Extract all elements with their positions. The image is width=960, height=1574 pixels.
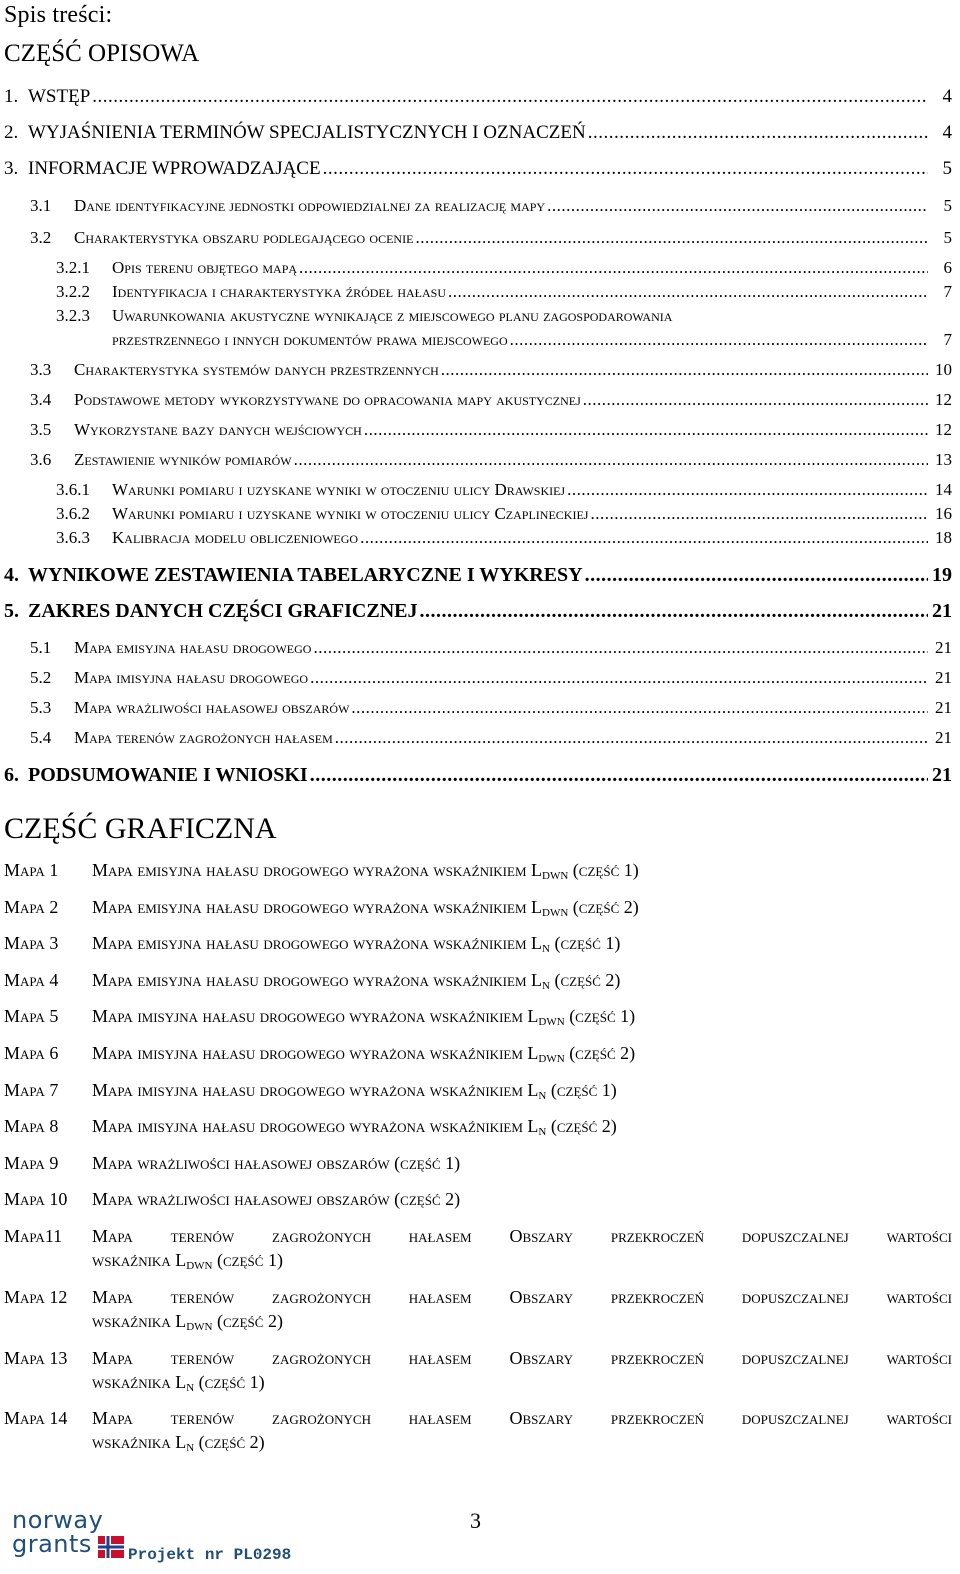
toc-title: Warunki pomiaru i uzyskane wyniki w otoczeniu ulicy Czaplineckiej — [112, 504, 589, 523]
toc-number: 5. — [4, 600, 19, 622]
toc-entry[interactable] — [0, 86, 960, 110]
toc-number: 3.3 — [30, 360, 52, 379]
toc-leader — [588, 122, 928, 144]
toc-number: 5.1 — [30, 638, 52, 657]
toc-page: 12 — [935, 390, 952, 409]
toc-number: 3. — [4, 158, 19, 179]
toc-page: 21 — [932, 600, 952, 622]
toc-leader — [310, 764, 928, 787]
map-label: Mapa 1 — [4, 860, 59, 880]
map-description-line2: wskaźnika $L_N$ (część 1) — [92, 1372, 265, 1394]
toc-heading: Spis treści: — [4, 2, 113, 28]
map-description: Mapa imisyjna hałasu drogowego wyrażona wskaźnikiem $L_{DWN}$ (część 1) — [92, 1006, 636, 1028]
map-description: Mapa emisyjna hałasu drogowego wyrażona wskaźnikiem $L_{DWN}$ (część 2) — [92, 897, 639, 919]
toc-leader — [310, 668, 928, 688]
toc-title: Wykorzystane bazy danych wejściowych — [74, 420, 362, 439]
map-label: Mapa 8 — [4, 1116, 59, 1136]
toc-leader — [448, 282, 928, 302]
toc-title: Mapa wrażliwości hałasowej obszarów — [74, 698, 350, 717]
map-description: Mapa emisyjna hałasu drogowego wyrażona wskaźnikiem $L_N$ (część 2) — [92, 970, 621, 992]
map-label: Mapa11 — [4, 1226, 63, 1246]
toc-number: 3.2.1 — [56, 258, 90, 277]
toc-number: 3.6 — [30, 450, 52, 469]
toc-leader — [547, 196, 928, 216]
toc-leader — [351, 698, 928, 718]
map-description: Mapa terenów zagrożonych hałasem Obszary przekroczeń dopuszczalnej wartości — [92, 1348, 952, 1368]
toc-page: 21 — [935, 668, 952, 687]
map-label: Mapa 6 — [4, 1043, 59, 1063]
toc-number: 5.3 — [30, 698, 52, 717]
map-description: Mapa wrażliwości hałasowej obszarów (część 2) — [92, 1189, 461, 1209]
toc-title: PODSUMOWANIE I WNIOSKI — [28, 764, 308, 786]
toc-page: 5 — [943, 196, 952, 215]
toc-entry[interactable] — [0, 122, 960, 146]
toc-title: WSTĘP — [28, 86, 91, 107]
toc-title: Mapa imisyjna hałasu drogowego — [74, 668, 309, 687]
toc-number: 3.6.1 — [56, 480, 90, 499]
toc-entry[interactable] — [0, 638, 960, 662]
toc-page: 10 — [935, 360, 952, 379]
toc-title: Kalibracja modelu obliczeniowego — [112, 528, 359, 547]
toc-entry[interactable] — [0, 196, 960, 220]
norway-flag-icon — [98, 1536, 124, 1558]
map-label: Mapa 3 — [4, 933, 59, 953]
toc-entry[interactable] — [0, 360, 960, 384]
toc-title: przestrzennego i innych dokumentów prawa miejscowego — [112, 330, 508, 349]
map-description-line2: wskaźnika $L_{DWN}$ (część 2) — [92, 1311, 283, 1333]
toc-page: 21 — [935, 698, 952, 717]
toc-page: 12 — [935, 420, 952, 439]
toc-leader — [360, 528, 928, 548]
toc-title: WYJAŚNIENIA TERMINÓW SPECJALISTYCZNYCH I OZNACZEŃ — [28, 122, 586, 143]
map-label: Mapa 5 — [4, 1006, 59, 1026]
toc-leader — [567, 480, 928, 500]
map-label: Mapa 9 — [4, 1153, 59, 1173]
toc-leader — [415, 228, 928, 248]
logo-word-grants: grants — [12, 1530, 92, 1558]
toc-entry[interactable] — [0, 258, 960, 282]
toc-title: Warunki pomiaru i uzyskane wyniki w otoczeniu ulicy Drawskiej — [112, 480, 566, 499]
toc-leader — [92, 86, 928, 108]
map-description-line2: wskaźnika $L_N$ (część 2) — [92, 1432, 265, 1454]
map-label: Mapa 2 — [4, 897, 59, 917]
toc-number: 2. — [4, 122, 19, 143]
toc-entry[interactable] — [0, 564, 960, 588]
toc-page: 13 — [935, 450, 952, 469]
toc-leader — [364, 420, 928, 440]
map-description: Mapa emisyjna hałasu drogowego wyrażona wskaźnikiem $L_{DWN}$ (część 1) — [92, 860, 639, 882]
map-label: Mapa 7 — [4, 1080, 59, 1100]
toc-entry[interactable] — [0, 420, 960, 444]
project-number: Projekt nr PL0298 — [128, 1546, 292, 1564]
descriptive-part-heading: CZĘŚĆ OPISOWA — [4, 40, 200, 67]
norway-grants-logo — [8, 1508, 308, 1568]
toc-page: 21 — [932, 764, 952, 786]
toc-title: Identyfikacja i charakterystyka źródeł hałasu — [112, 282, 446, 301]
toc-page: 21 — [935, 638, 952, 657]
map-description: Mapa emisyjna hałasu drogowego wyrażona wskaźnikiem $L_N$ (część 1) — [92, 933, 621, 955]
toc-number: 3.5 — [30, 420, 52, 439]
toc-page: 5 — [943, 228, 952, 247]
toc-page: 5 — [942, 158, 952, 179]
toc-leader — [585, 564, 928, 587]
map-label: Mapa 10 — [4, 1189, 68, 1209]
toc-number: 3.2.3 — [56, 306, 90, 325]
toc-title: Opis terenu objętego mapą — [112, 258, 298, 277]
toc-entry[interactable] — [0, 528, 960, 552]
toc-entry[interactable] — [0, 600, 960, 624]
map-description-line2: wskaźnika $L_{DWN}$ (część 1) — [92, 1250, 283, 1272]
toc-page: 16 — [935, 504, 952, 523]
map-label: Mapa 14 — [4, 1408, 68, 1428]
toc-number: 5.2 — [30, 668, 52, 687]
toc-number: 5.4 — [30, 728, 52, 747]
toc-entry[interactable] — [0, 764, 960, 788]
map-description: Mapa terenów zagrożonych hałasem Obszary przekroczeń dopuszczalnej wartości — [92, 1287, 952, 1307]
toc-page: 7 — [943, 282, 952, 301]
map-label: Mapa 4 — [4, 970, 59, 990]
toc-number: 3.2 — [30, 228, 52, 247]
toc-entry[interactable] — [0, 450, 960, 474]
toc-title: INFORMACJE WPROWADZAJĄCE — [28, 158, 321, 179]
toc-entry[interactable] — [0, 504, 960, 528]
toc-leader — [420, 600, 928, 623]
toc-page: 7 — [943, 330, 952, 349]
map-label: Mapa 12 — [4, 1287, 68, 1307]
toc-title: Charakterystyka systemów danych przestrzennych — [74, 360, 439, 379]
toc-entry[interactable] — [0, 698, 960, 722]
toc-page: 14 — [935, 480, 952, 499]
toc-entry[interactable] — [0, 282, 960, 306]
toc-number: 6. — [4, 764, 19, 786]
toc-title: Zestawienie wyników pomiarów — [74, 450, 292, 469]
toc-leader — [335, 728, 928, 748]
toc-number: 3.2.2 — [56, 282, 90, 301]
map-description: Mapa terenów zagrożonych hałasem Obszary przekroczeń dopuszczalnej wartości — [92, 1408, 952, 1428]
map-description: Mapa wrażliwości hałasowej obszarów (część 1) — [92, 1153, 461, 1173]
toc-entry[interactable] — [0, 728, 960, 752]
toc-title: Mapa emisyjna hałasu drogowego — [74, 638, 312, 657]
map-description: Mapa terenów zagrożonych hałasem Obszary przekroczeń dopuszczalnej wartości — [92, 1226, 952, 1246]
toc-title: ZAKRES DANYCH CZĘŚCI GRAFICZNEJ — [28, 600, 418, 622]
toc-leader — [323, 158, 928, 180]
graphic-part-heading: CZĘŚĆ GRAFICZNA — [4, 812, 277, 845]
map-description: Mapa imisyjna hałasu drogowego wyrażona wskaźnikiem $L_N$ (część 2) — [92, 1116, 617, 1138]
toc-title: Podstawowe metody wykorzystywane do opracowania mapy akustycznej — [74, 390, 581, 409]
toc-number: 3.4 — [30, 390, 52, 409]
toc-title-line1: Uwarunkowania akustyczne wynikające z miejscowego planu zagospodarowania — [112, 306, 673, 325]
map-label: Mapa 13 — [4, 1348, 68, 1368]
toc-entry[interactable] — [0, 158, 960, 182]
toc-entry[interactable] — [0, 480, 960, 504]
toc-page: 18 — [935, 528, 952, 547]
toc-number: 4. — [4, 564, 19, 586]
toc-entry[interactable] — [0, 228, 960, 252]
toc-leader — [299, 258, 928, 278]
map-description: Mapa imisyjna hałasu drogowego wyrażona wskaźnikiem $L_N$ (część 1) — [92, 1080, 617, 1102]
toc-entry[interactable] — [0, 306, 960, 356]
toc-page: 21 — [935, 728, 952, 747]
toc-title: Mapa terenów zagrożonych hałasem — [74, 728, 333, 747]
toc-title: Dane identyfikacyjne jednostki odpowiedzialnej za realizację mapy — [74, 196, 546, 215]
toc-page: 6 — [943, 258, 952, 277]
toc-entry[interactable] — [0, 668, 960, 692]
page-number: 3 — [470, 1508, 481, 1533]
toc-leader — [583, 390, 928, 410]
logo-word-norway: norway — [12, 1506, 104, 1534]
toc-page: 4 — [942, 122, 952, 143]
toc-page: 19 — [932, 564, 952, 586]
toc-leader — [590, 504, 928, 524]
toc-leader — [313, 638, 928, 658]
toc-entry[interactable] — [0, 390, 960, 414]
toc-number: 1. — [4, 86, 19, 107]
toc-leader — [294, 450, 928, 470]
toc-leader — [441, 360, 928, 380]
toc-page: 4 — [942, 86, 952, 107]
toc-number: 3.6.2 — [56, 504, 90, 523]
map-description: Mapa imisyjna hałasu drogowego wyrażona wskaźnikiem $L_{DWN}$ (część 2) — [92, 1043, 636, 1065]
toc-number: 3.1 — [30, 196, 52, 215]
toc-leader — [510, 330, 928, 350]
toc-number: 3.6.3 — [56, 528, 90, 547]
toc-title: Charakterystyka obszaru podlegającego ocenie — [74, 228, 414, 247]
toc-title: WYNIKOWE ZESTAWIENIA TABELARYCZNE I WYKRESY — [28, 564, 583, 586]
